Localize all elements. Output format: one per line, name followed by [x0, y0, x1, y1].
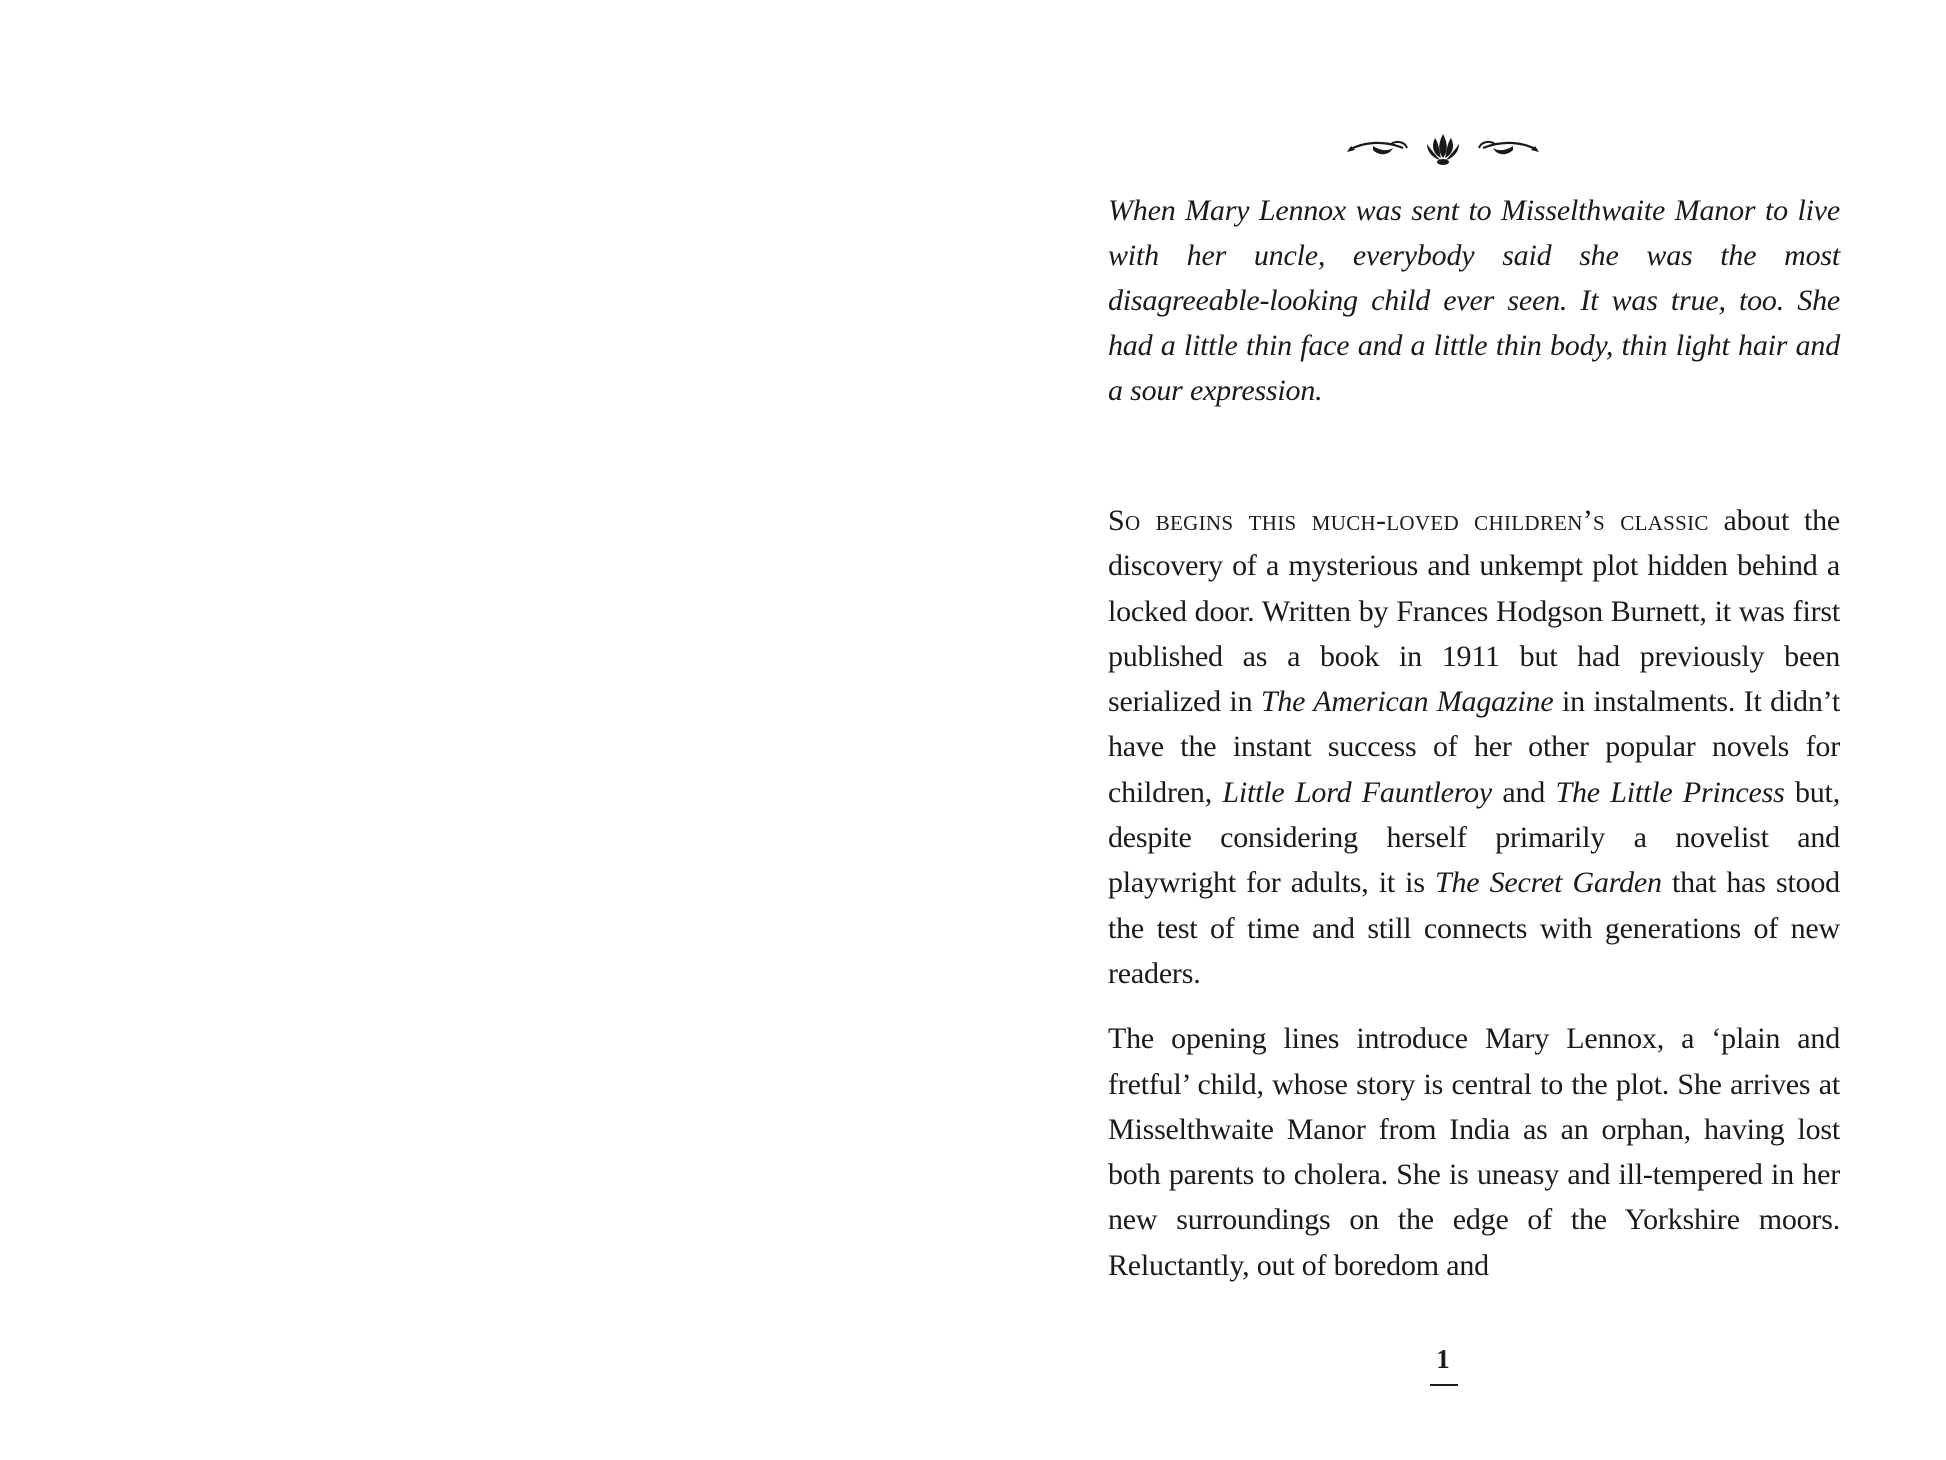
intro-body	[1108, 498, 1840, 1308]
lead-in-small-caps: So begins this much-loved children’s classic	[1108, 504, 1709, 537]
page-number: 1	[1436, 1344, 1450, 1374]
italic-title-american-magazine: The American Magazine	[1260, 685, 1554, 719]
italic-title-little-princess: The Little Princess	[1555, 775, 1785, 809]
floral-flourish-ornament-icon	[1343, 128, 1543, 168]
italic-title-little-lord-fauntleroy: Little Lord Fauntleroy	[1222, 775, 1492, 809]
intro-paragraph-1	[1108, 498, 1840, 996]
right-page	[973, 0, 1946, 1460]
page-number-rule	[1430, 1384, 1458, 1386]
intro-paragraph-2: The opening lines introduce Mary Lennox, a ‘plain and fretful’ child, whose story is central to the plot. She arrives at Misselthwaite Manor from India as an orphan, having lost both parents to cholera. She is uneasy and ill-tempered in her new surroundings on the edge of the Yorkshire moors. Reluctantly, out of boredom and	[1108, 1022, 1840, 1282]
text-run: about the discovery of a mysterious and unkempt plot hidden behind a locked door. Written by Frances Hodgson Burnett, it was first published as a book in 1911 but had previously been serialized in	[1108, 504, 1840, 719]
text-run: and	[1491, 775, 1556, 809]
text-run: but, despite considering herself primarily a novelist and playwright for adults, it is	[1108, 775, 1840, 900]
text-run: in instalments. It didn’t have the instant success of her other popular novels for children,	[1108, 685, 1841, 809]
text-run: that has stood the test of time and still connects with generations of new readers.	[1108, 866, 1840, 990]
italic-title-secret-garden: The Secret Garden	[1435, 866, 1662, 900]
epigraph-quote: When Mary Lennox was sent to Misselthwaite Manor to live with her uncle, everybody said she was the most disagreeable-looking child ever seen. It was true, too. She had a little thin face and a little thin body, thin light hair and a sour expression.	[1108, 194, 1840, 407]
